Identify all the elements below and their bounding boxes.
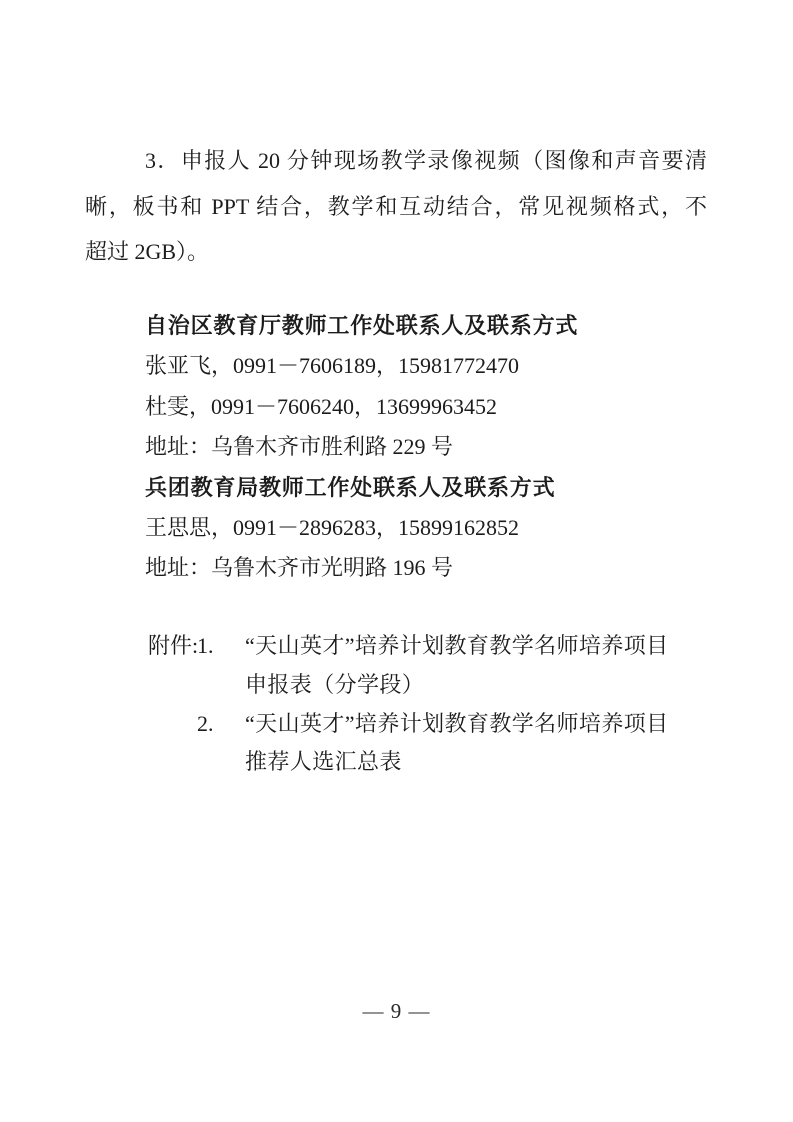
attachment-item-2: [197, 705, 669, 783]
contact-person-line: 杜雯，0991－7606240，13699963452: [145, 393, 498, 419]
attachments-label: 附件:: [148, 633, 199, 658]
contact-address-line: 地址：乌鲁木齐市光明路 196 号: [145, 555, 454, 581]
contact-section1-heading: 自治区教育厅教师工作处联系人及联系方式: [145, 313, 579, 338]
attachment-item-1: [197, 627, 669, 705]
body-paragraph: [85, 138, 707, 275]
contact-person-line: 张亚飞，0991－7606189，15981772470: [145, 353, 520, 379]
attachment-item-number: 2.: [197, 710, 214, 736]
attachment-item-text: [245, 627, 669, 705]
contact-person-line: 王思思，0991－2896283，15899162852: [145, 515, 520, 541]
attachment-item-text: [245, 705, 669, 783]
paragraph-line-2: 晰，板书和 PPT 结合，教学和互动结合，常见视频格式，不: [85, 193, 707, 219]
attachments-block: [148, 627, 669, 782]
paragraph-line-1: 3．申报人 20 分钟现场教学录像视频（图像和声音要清: [145, 148, 707, 173]
page-number: — 9 —: [362, 999, 431, 1023]
attachment-text-line: “天山英才”培养计划教育教学名师培养项目: [245, 710, 669, 736]
paragraph-line-3: 超过 2GB）。: [85, 239, 210, 264]
contact-section2-heading: 兵团教育局教师工作处联系人及联系方式: [145, 474, 556, 500]
attachment-item-number: 1.: [197, 633, 214, 658]
contact-address-line: 地址：乌鲁木齐市胜利路 229 号: [145, 434, 454, 460]
attachments-list: [197, 627, 669, 782]
contact-info-block: [145, 306, 578, 589]
attachment-text-line: “天山英才”培养计划教育教学名师培养项目: [245, 633, 669, 658]
attachment-text-line: 推荐人选汇总表: [245, 749, 402, 775]
attachment-text-line: 申报表（分学段）: [245, 671, 425, 697]
